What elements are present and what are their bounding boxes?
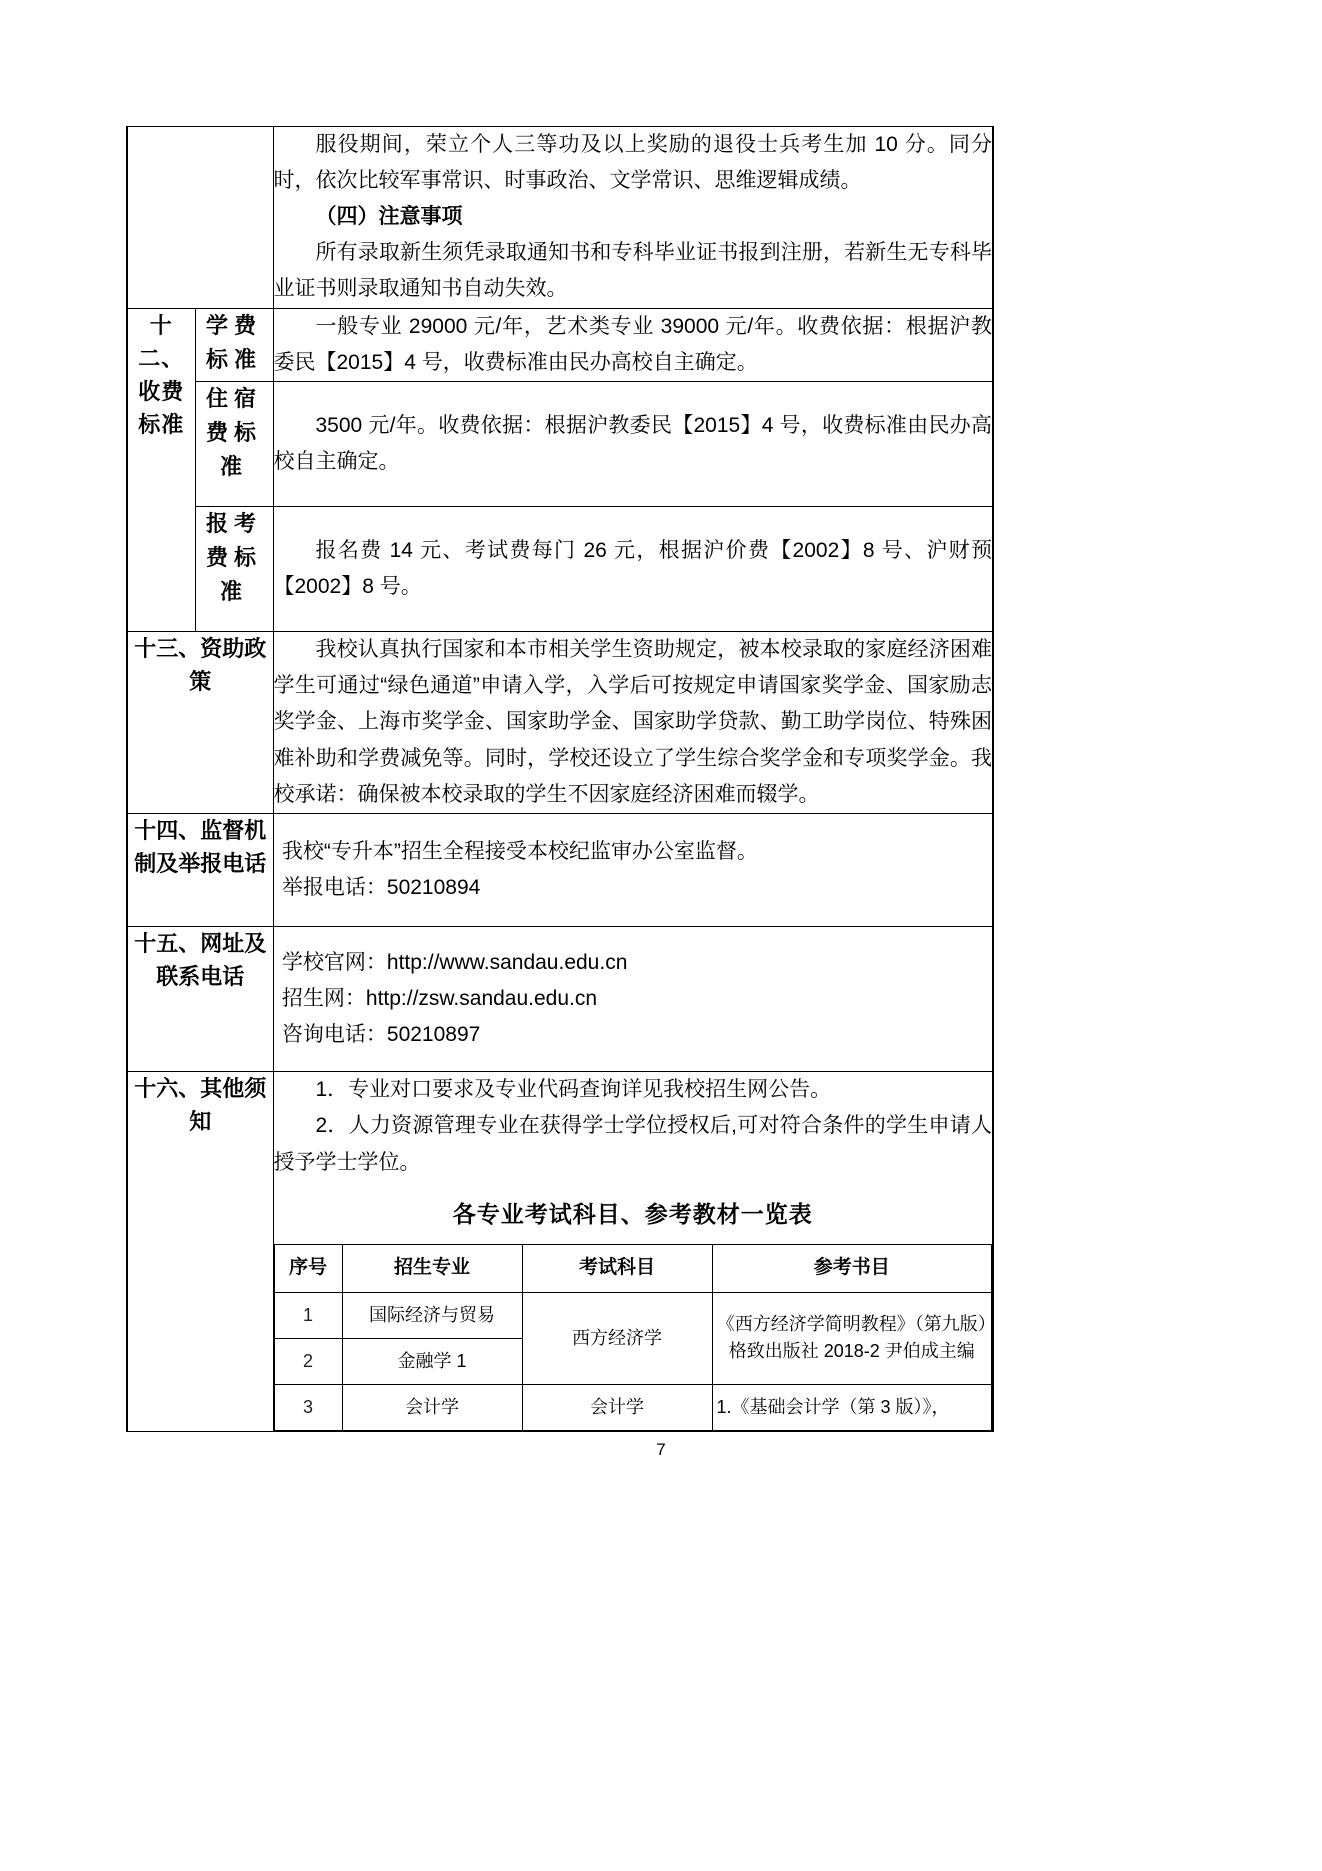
other-note-2: 2．人力资源管理专业在获得学士学位授权后,可对符合条件的学生申请人授予学士学位。	[273, 1114, 992, 1174]
admissions-website-line: 招生网：http://zsw.sandau.edu.cn	[281, 987, 598, 1011]
continued-paragraph-2: 所有录取新生须凭录取通知书和专科毕业证书报到注册，若新生无专科毕业证书则录取通知书自动失效。	[273, 241, 992, 301]
exam-row-no: 2	[274, 1338, 342, 1384]
table-row-supervision	[127, 813, 993, 926]
exam-table-header-book: 参考书目	[712, 1245, 992, 1293]
exam-row-major: 国际经济与贸易	[342, 1292, 522, 1338]
exam-row-no: 1	[274, 1292, 342, 1338]
exam-row-book: 《西方经济学简明教程》（第九版）格致出版社 2018-2 尹伯成主编	[712, 1292, 992, 1384]
financial-aid-content	[273, 632, 993, 814]
contact-label: 十五、网址及联系电话	[127, 926, 273, 1071]
exam-row-no: 3	[274, 1384, 342, 1430]
table-row-continued	[127, 127, 993, 309]
table-row-financial-aid	[127, 632, 993, 814]
other-notes-content	[273, 1072, 993, 1431]
supervision-line-2: 举报电话：50210894	[281, 875, 481, 899]
application-fee-content	[273, 506, 993, 631]
application-fee-text: 报名费 14 元、考试费每门 26 元，根据沪价费【2002】8 号、沪财预【2002】8 号。	[273, 538, 992, 599]
continued-paragraph-1: 服役期间，荣立个人三等功及以上奖励的退役士兵考生加 10 分。同分时，依次比较军事常识、时事政治、文学常识、思维逻辑成绩。	[273, 133, 992, 193]
continued-subheading: （四）注意事项	[315, 205, 463, 229]
exam-row-major: 金融学 1	[342, 1338, 522, 1384]
table-row-other-notes	[127, 1072, 993, 1431]
exam-table-header-row	[274, 1245, 992, 1293]
table-row-dormitory	[127, 381, 993, 506]
exam-table-header-subject: 考试科目	[522, 1245, 712, 1293]
supervision-line-1: 我校“专升本”招生全程接受本校纪监审办公室监督。	[281, 839, 758, 863]
table-row	[274, 1292, 992, 1338]
table-row-tuition	[127, 308, 993, 381]
official-website-line: 学校官网：http://www.sandau.edu.cn	[281, 950, 628, 974]
financial-aid-label: 十三、资助政策	[127, 632, 273, 814]
exam-row-subject: 西方经济学	[522, 1292, 712, 1384]
tuition-standard-text: 一般专业 29000 元/年，艺术类专业 39000 元/年。收费依据：根据沪教委民【2015】4 号，收费标准由民办高校自主确定。	[273, 314, 992, 374]
exam-row-major: 会计学	[342, 1384, 522, 1430]
application-fee-label: 报考费标准	[195, 506, 273, 631]
main-info-table	[126, 126, 994, 1432]
inquiry-phone-line: 咨询电话：50210897	[281, 1023, 481, 1047]
exam-table-header-major: 招生专业	[342, 1245, 522, 1293]
table-row-contact	[127, 926, 993, 1071]
exam-row-subject: 会计学	[522, 1384, 712, 1430]
exam-subjects-table	[274, 1244, 993, 1431]
supervision-label: 十四、监督机制及举报电话	[127, 813, 273, 926]
table-row	[274, 1384, 992, 1430]
dormitory-fee-text: 3500 元/年。收费依据：根据沪教委民【2015】4 号，收费标准由民办高校自主确定。	[273, 413, 992, 473]
document-body	[126, 126, 994, 1432]
exam-row-book: 1.《基础会计学（第 3 版）》，	[712, 1384, 992, 1430]
page-number: 7	[656, 1440, 666, 1459]
tuition-standard-label: 学费标准	[195, 308, 273, 381]
continued-content-cell	[273, 127, 993, 309]
tuition-standard-content	[273, 308, 993, 381]
other-note-1: 1．专业对口要求及专业代码查询详见我校招生网公告。	[315, 1078, 832, 1102]
dormitory-fee-label: 住宿费标准	[195, 381, 273, 506]
supervision-content	[273, 813, 993, 926]
exam-subjects-table-title: 各专业考试科目、参考教材一览表	[452, 1200, 813, 1227]
contact-content	[273, 926, 993, 1071]
fees-section-label: 十二、收费标准	[127, 308, 195, 632]
other-notes-label: 十六、其他须知	[127, 1072, 273, 1431]
exam-table-header-no: 序号	[274, 1245, 342, 1293]
dormitory-fee-content	[273, 381, 993, 506]
continued-label-cell	[127, 127, 273, 309]
table-row-application-fee	[127, 506, 993, 631]
financial-aid-text: 我校认真执行国家和本市相关学生资助规定，被本校录取的家庭经济困难学生可通过“绿色通道”申请入学，入学后可按规定申请国家奖学金、国家励志奖学金、上海市奖学金、国家助学金、国家助学贷款、勤工助学岗位、特殊困难补助和学费减免等。同时，学校还设立了学生综合奖学金和专项奖学金。我校承诺：确保被本校录取的学生不因家庭经济困难而辍学。	[273, 638, 992, 806]
